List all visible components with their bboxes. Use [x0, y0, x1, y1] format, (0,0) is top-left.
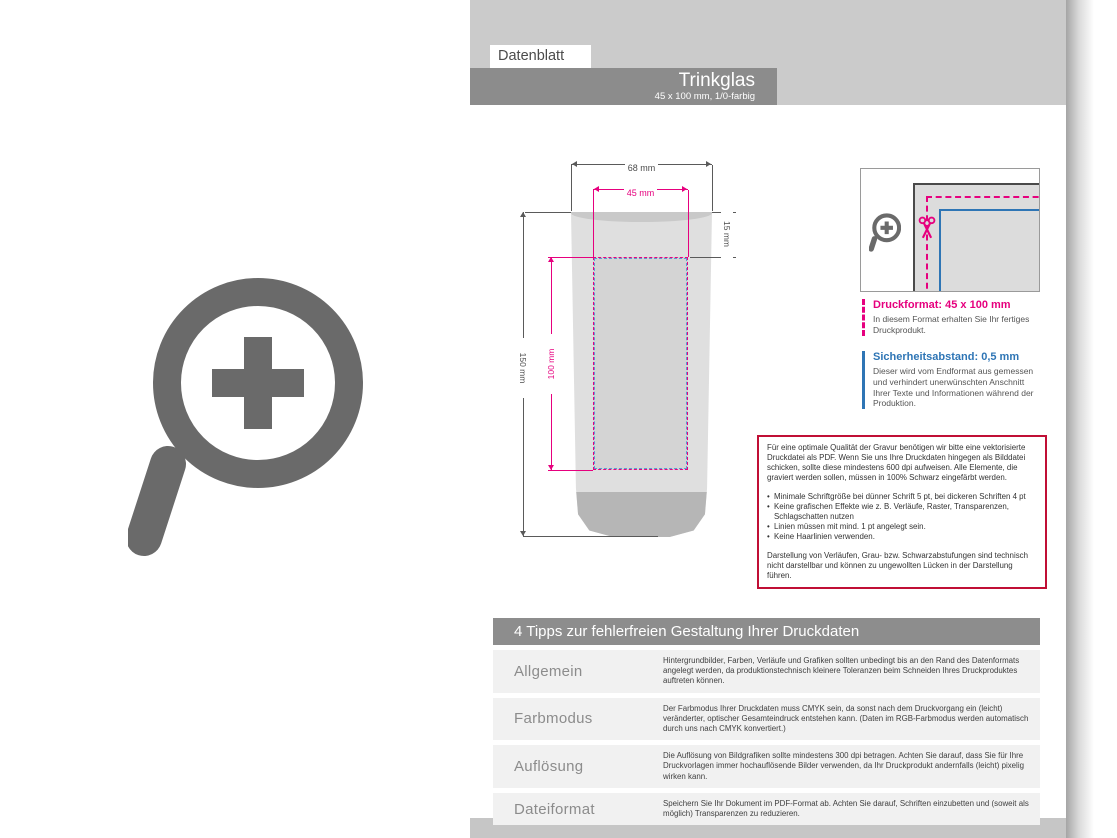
bullet-item: • Linien müssen mit mind. 1 pt angelegt sein.: [767, 522, 1037, 532]
page-edge-shadow: [1066, 0, 1094, 838]
tip-label: Auflösung: [514, 758, 584, 776]
zoom-in-icon-small: [869, 213, 901, 253]
scissors-icon: [917, 216, 937, 240]
product-title-bar: [470, 68, 777, 105]
page-subtitle: 45 x 100 mm, 1/0-farbig: [654, 91, 755, 102]
tip-label: Farbmodus: [514, 710, 593, 728]
print-area-outline: [593, 257, 688, 470]
tips-heading: 4 Tipps zur fehlerfreien Gestaltung Ihrer Druckdaten: [493, 618, 1040, 645]
tip-text: Hintergrundbilder, Farben, Verläufe und Grafiken sollten unbedingt bis an den Rand des Datenformats angelegt werden, da produktionstechnisch kleinere Toleranzen beim Schneiden Ihres Druckproduktes auftreten können.: [663, 656, 1020, 686]
dim-top-offset-label: 15 mm: [721, 204, 733, 264]
safety-margin-outline: [594, 258, 687, 469]
tip-row-farbmodus: [493, 698, 1040, 741]
tip-label: Dateiformat: [514, 800, 595, 818]
engraving-note-outro: Darstellung von Verläufen, Grau- bzw. Schwarzabstufungen sind technisch nicht darstellbar und können zu ungewollten Lücken in der Darstellung führen.: [767, 551, 1028, 580]
bullet-item: • Keine Haarlinien verwenden.: [767, 532, 1037, 542]
page-title: Trinkglas: [678, 70, 755, 91]
engraving-note-box: [757, 435, 1047, 589]
tips-section: [493, 618, 1040, 825]
legend-safety-margin: [862, 351, 1042, 409]
dim-print-height-label: 100 mm: [545, 334, 557, 394]
print-format-text: In diesem Format erhalten Sie Ihr fertiges Druckprodukt.: [873, 314, 1030, 335]
tab-label: Datenblatt: [498, 48, 565, 64]
tip-row-dateiformat: [493, 793, 1040, 825]
safety-margin-title: Sicherheitsabstand: 0,5 mm: [873, 351, 1020, 363]
tip-row-allgemein: [493, 650, 1040, 693]
print-format-title: Druckformat: 45 x 100 mm: [873, 299, 1011, 311]
legend-print-format: [862, 299, 1042, 336]
tip-row-aufloesung: [493, 745, 1040, 788]
bullet-item: • Minimale Schriftgröße bei dünner Schrift 5 pt, bei dickeren Schriften 4 pt: [767, 492, 1037, 502]
glass-base: [571, 492, 712, 537]
safety-line: [939, 209, 1040, 292]
safety-margin-text: Dieser wird vom Endformat aus gemessen und verhindert unerwünschten Anschnitt Ihrer Texte und Informationen während der Produktion.: [873, 366, 1034, 409]
tip-label: Allgemein: [514, 662, 583, 680]
dim-outer-width-label: 68 mm: [625, 163, 659, 173]
engraving-note-intro: Für eine optimale Qualität der Gravur benötigen wir bitte eine vektorisierte Druckdatei als PDF. Wenn Sie uns Ihre Druckdaten hingegen als Bilddatei schicken, sollte diese mindestens 600 dpi aufweisen. Alle Elemente, die graviert werden sollen, müssen in 100% Schwarz eingefärbt werden.: [767, 443, 1026, 482]
tip-text: Die Auflösung von Bildgrafiken sollte mindestens 300 dpi betragen. Achten Sie darauf, dass Sie für Ihre Druckvorlagen immer hochauflösende Bilder verwenden, da Ihr Druckprodukt andernfalls (leicht) pixelig wirken kann.: [663, 751, 1024, 781]
format-detail-box: [860, 168, 1040, 292]
dim-print-width-label: 45 mm: [624, 188, 658, 198]
tip-text: Der Farbmodus Ihrer Druckdaten muss CMYK sein, da sonst nach dem Druckvorgang ein (leicht) veränderter, optischer Gesamteindruck entstehen kann. (Daten im RGB-Farbmodus werden automatisch durch uns nach CMYK konvertiert.): [663, 703, 1029, 734]
zoom-in-icon[interactable]: [128, 276, 363, 566]
engraving-note-bullets: [767, 492, 1037, 542]
dim-outer-height-label: 150 mm: [517, 338, 529, 398]
tip-text: Speichern Sie Ihr Dokument im PDF-Format ab. Achten Sie darauf, Schriften einzubetten und (soweit als möglich) Transparenzen zu reduzieren.: [663, 798, 1029, 819]
bullet-item: • Keine grafischen Effekte wie z. B. Verläufe, Raster, Transparenzen, Schlagschatten nutzen: [767, 502, 1037, 522]
tab-datenblatt[interactable]: [490, 45, 591, 68]
